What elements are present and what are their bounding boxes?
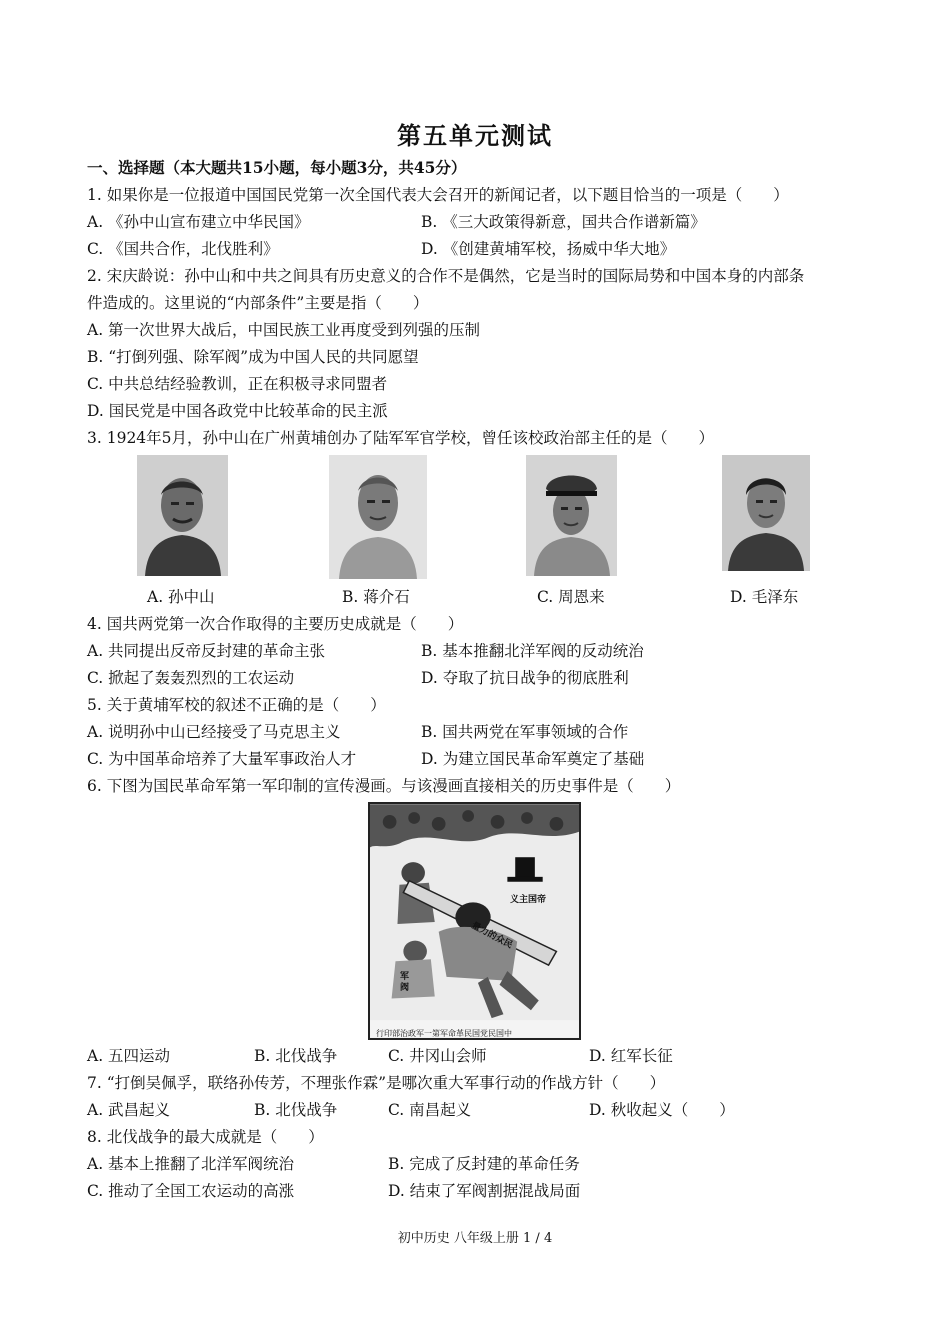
question-2-option-a: A. 第一次世界大战后，中国民族工业再度受到列强的压制 xyxy=(87,321,481,339)
question-1-stem: 1. 如果你是一位报道中国国民党第一次全国代表大会召开的新闻记者，以下题目恰当的一项是（ ） xyxy=(87,186,789,204)
question-1-option-b: B. 《三大政策得新意，国共合作谱新篇》 xyxy=(421,213,706,231)
portrait-photo-b xyxy=(329,455,427,579)
question-5-option-c: C. 为中国革命培养了大量军事政治人才 xyxy=(87,750,357,768)
cartoon-label-people-power: 量力的众民 xyxy=(469,920,515,951)
question-7-option-a: A. 武昌起义 xyxy=(87,1101,171,1119)
question-3-option-c: C. 周恩来 xyxy=(537,588,605,606)
question-7-stem: 7. “打倒吴佩孚，联络孙传芳，不理张作霖”是哪次重大军事行动的作战方针（ ） xyxy=(87,1074,666,1092)
question-8-stem: 8. 北伐战争的最大成就是（ ） xyxy=(87,1128,324,1146)
question-4-option-c: C. 掀起了轰轰烈烈的工农运动 xyxy=(87,669,295,687)
question-4-option-a: A. 共同提出反帝反封建的革命主张 xyxy=(87,642,326,660)
question-4-option-d: D. 夺取了抗日战争的彻底胜利 xyxy=(421,669,629,687)
question-2-option-c: C. 中共总结经验教训，正在积极寻求同盟者 xyxy=(87,375,388,393)
question-8-option-b: B. 完成了反封建的革命任务 xyxy=(388,1155,580,1173)
question-7-option-c: C. 南昌起义 xyxy=(388,1101,472,1119)
question-4-stem: 4. 国共两党第一次合作取得的主要历史成就是（ ） xyxy=(87,615,464,633)
question-8-option-d: D. 结束了军阀割据混战局面 xyxy=(388,1182,581,1200)
propaganda-cartoon xyxy=(368,802,581,1040)
question-2-option-b: B. “打倒列强、除军阀”成为中国人民的共同愿望 xyxy=(87,348,419,366)
question-6-option-d: D. 红军长征 xyxy=(589,1047,673,1065)
question-4-option-b: B. 基本推翻北洋军阀的反动统治 xyxy=(421,642,644,660)
question-2-option-d: D. 国民党是中国各政党中比较革命的民主派 xyxy=(87,402,388,420)
cartoon-label-warlords: 军阀 xyxy=(400,972,410,993)
question-6-option-a: A. 五四运动 xyxy=(87,1047,171,1065)
portrait-photo-a xyxy=(137,455,228,576)
question-6-stem: 6. 下图为国民革命军第一军印制的宣传漫画。与该漫画直接相关的历史事件是（ ） xyxy=(87,777,681,795)
section-heading: 一、选择题（本大题共15小题，每小题3分，共45分） xyxy=(87,158,467,177)
question-1-option-d: D. 《创建黄埔军校，扬威中华大地》 xyxy=(421,240,676,258)
portrait-photo-d xyxy=(722,455,810,571)
page-footer: 初中历史 八年级上册 1 / 4 xyxy=(397,1231,553,1246)
question-5-stem: 5. 关于黄埔军校的叙述不正确的是（ ） xyxy=(87,696,386,714)
question-7-option-b: B. 北伐战争 xyxy=(254,1101,338,1119)
question-6-option-b: B. 北伐战争 xyxy=(254,1047,338,1065)
question-5-option-d: D. 为建立国民革命军奠定了基础 xyxy=(421,750,645,768)
question-8-option-c: C. 推动了全国工农运动的高涨 xyxy=(87,1182,295,1200)
question-6-option-c: C. 井冈山会师 xyxy=(388,1047,487,1065)
question-3-stem: 3. 1924年5月，孙中山在广州黄埔创办了陆军军官学校，曾任该校政治部主任的是（ ） xyxy=(87,429,715,447)
portrait-photo-c xyxy=(526,455,617,576)
cartoon-caption: 行印部治政军一第军命革民国党民国中 xyxy=(376,1029,512,1038)
page-title: 第五单元测试 xyxy=(397,121,553,150)
question-1-option-c: C. 《国共合作，北伐胜利》 xyxy=(87,240,279,258)
question-2-stem-line-1: 2. 宋庆龄说：孙中山和中共之间具有历史意义的合作不是偶然，它是当时的国际局势和中国本身的内部条 xyxy=(87,267,805,285)
question-3-option-a: A. 孙中山 xyxy=(147,588,215,606)
question-3-option-b: B. 蒋介石 xyxy=(342,588,410,606)
question-3-option-d: D. 毛泽东 xyxy=(730,588,799,606)
question-1-option-a: A. 《孙中山宣布建立中华民国》 xyxy=(87,213,310,231)
question-7-option-d: D. 秋收起义（ ） xyxy=(589,1101,735,1119)
question-8-option-a: A. 基本上推翻了北洋军阀统治 xyxy=(87,1155,295,1173)
question-2-stem-line-2: 件造成的。这里说的“内部条件”主要是指（ ） xyxy=(87,294,429,312)
question-5-option-b: B. 国共两党在军事领域的合作 xyxy=(421,723,629,741)
question-5-option-a: A. 说明孙中山已经接受了马克思主义 xyxy=(87,723,341,741)
cartoon-label-imperialism: 义主国帝 xyxy=(510,895,547,905)
